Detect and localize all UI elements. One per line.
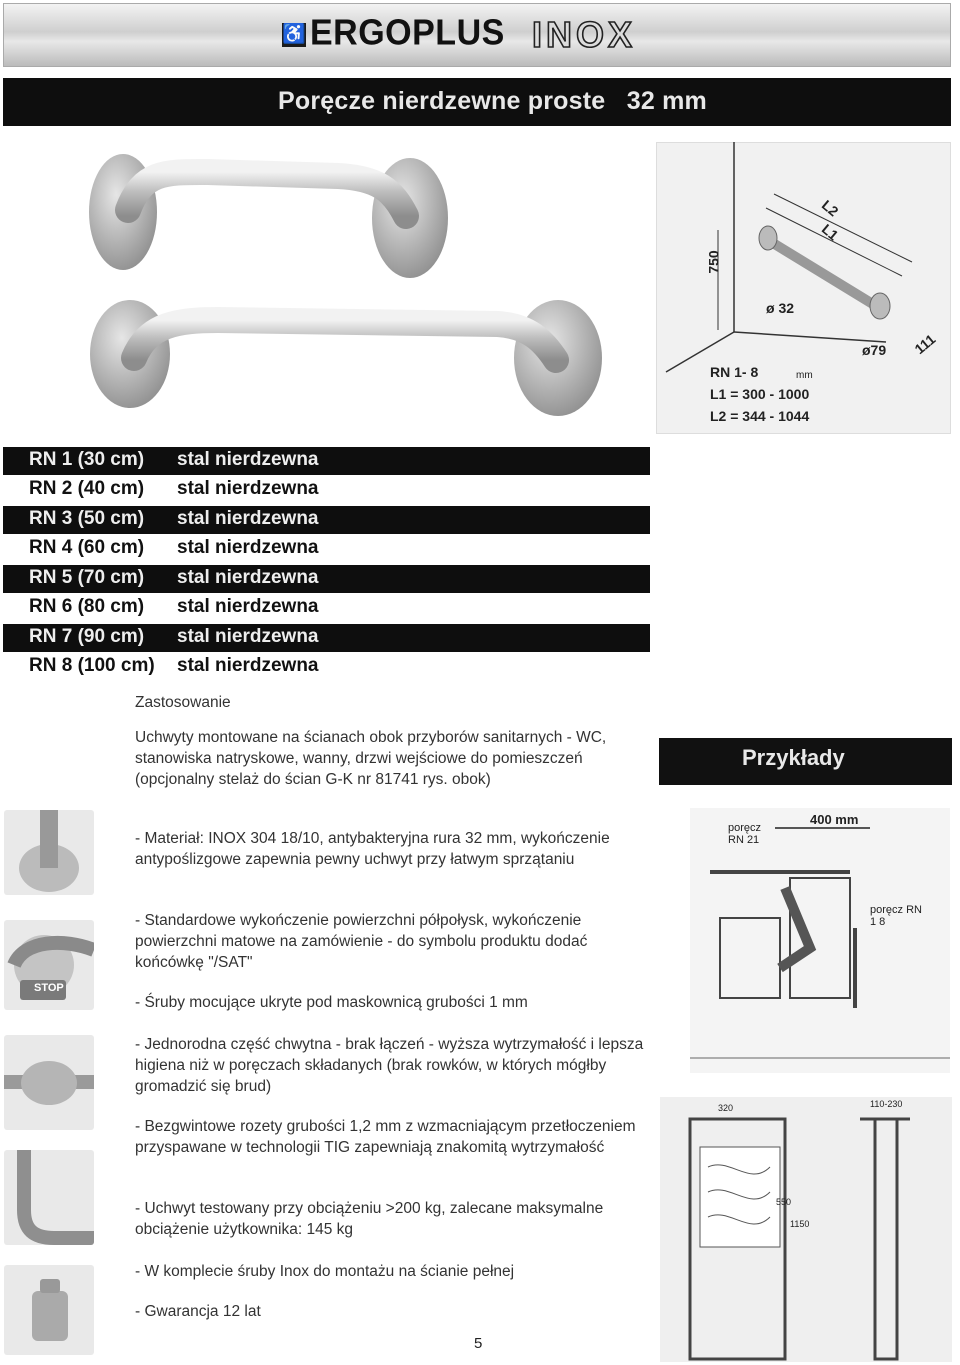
product-row bbox=[3, 624, 650, 652]
bullet-grip: - Jednorodna część chwytna - brak łączeń - wyższa wytrzymałość i lepsza higiena niż w poręczach składanych (brak rowków, w których mógłby gromadzić się brud) bbox=[135, 1036, 644, 1095]
rosette-thumb bbox=[4, 1150, 94, 1245]
range-code-label: RN 1- 8 bbox=[710, 364, 759, 380]
product-material: stal nierdzewna bbox=[177, 508, 319, 529]
product-code: RN 7 (90 cm) bbox=[29, 626, 145, 647]
brand-inox-logo: INOX bbox=[532, 14, 637, 55]
product-row bbox=[3, 447, 650, 475]
product-material: stal nierdzewna bbox=[177, 626, 319, 647]
bullet-screws-included: - W komplecie śruby Inox do montażu na ścianie pełnej bbox=[135, 1263, 515, 1280]
unit-label: mm bbox=[796, 370, 813, 381]
depth-label: 111 bbox=[911, 330, 939, 358]
product-code: RN 1 (30 cm) bbox=[29, 449, 145, 470]
l2-label: L2 bbox=[818, 196, 842, 220]
page-number: 5 bbox=[474, 1335, 483, 1352]
product-code: RN 3 (50 cm) bbox=[29, 508, 145, 529]
width-label: 400 mm bbox=[810, 812, 859, 827]
wheelchair-icon: ♿ bbox=[282, 24, 306, 45]
material-thumb bbox=[4, 810, 94, 895]
product-row bbox=[3, 653, 650, 681]
rn18-label: poręcz RN 1 8 bbox=[870, 904, 922, 928]
grip-thumb bbox=[4, 1035, 94, 1130]
examples-title: Przykłady bbox=[742, 745, 845, 770]
bullet-material: - Materiał: INOX 304 18/10, antybakteryjna rura 32 mm, wykończenie antypoślizgowe zapewnia pewny uchwyt przy łatwym sprzątaniu bbox=[135, 830, 610, 868]
product-material: stal nierdzewna bbox=[177, 478, 319, 499]
l2-range-label: L2 = 344 - 1044 bbox=[710, 408, 810, 424]
bullet-finish: - Standardowe wykończenie powierzchni półpołysk, wykończenie powierzchni matowe na zamówienie - do symbolu produktu dodać końcówkę "/SAT" bbox=[135, 912, 588, 971]
intro-paragraph: Uchwyty montowane na ścianach obok przyborów sanitarnych - WC, stanowiska natryskowe, wanny, drzwi wejściowe do pomieszczeń (opcjonalny stelaż do ścian G-K nr 81741 rys. obok) bbox=[135, 729, 607, 788]
product-code: RN 2 (40 cm) bbox=[29, 478, 145, 499]
product-code: RN 6 (80 cm) bbox=[29, 596, 145, 617]
frame-width-label: 320 bbox=[718, 1103, 734, 1113]
bullet-load: - Uchwyt testowany przy obciążeniu >200 kg, zalecane maksymalne obciążenie użytkownika: 145 kg bbox=[135, 1200, 604, 1238]
stop-label: STOP bbox=[34, 982, 64, 994]
product-row bbox=[3, 594, 650, 622]
frame-depth-label: 110-230 bbox=[870, 1099, 903, 1109]
page-title: Poręcze nierdzewne proste 32 mm bbox=[278, 87, 707, 115]
product-row bbox=[3, 476, 650, 504]
weight-thumb bbox=[4, 1265, 94, 1355]
diameter-label: ø 32 bbox=[766, 300, 795, 316]
dimension-drawing bbox=[656, 142, 951, 434]
product-material: stal nierdzewna bbox=[177, 449, 319, 470]
section-heading: Zastosowanie bbox=[135, 694, 231, 711]
product-row bbox=[3, 565, 650, 593]
height-label: 750 bbox=[705, 250, 722, 274]
product-code: RN 5 (70 cm) bbox=[29, 567, 145, 588]
frame-height-label-2: 1150 bbox=[790, 1219, 810, 1229]
rosette-label: ø79 bbox=[862, 342, 887, 358]
installation-drawing bbox=[690, 808, 950, 1073]
handle-photo-short bbox=[88, 150, 458, 290]
l1-label: L1 bbox=[818, 220, 842, 244]
product-material: stal nierdzewna bbox=[177, 537, 319, 558]
handle-photo-long bbox=[88, 296, 608, 420]
l1-range-label: L1 = 300 - 1000 bbox=[710, 386, 810, 402]
frame-height-label-1: 550 bbox=[776, 1197, 792, 1207]
product-material: stal nierdzewna bbox=[177, 596, 319, 617]
bullet-warranty: - Gwarancja 12 lat bbox=[135, 1303, 261, 1320]
product-material: stal nierdzewna bbox=[177, 655, 319, 676]
product-code: RN 8 (100 cm) bbox=[29, 655, 155, 676]
product-material: stal nierdzewna bbox=[177, 567, 319, 588]
product-row bbox=[3, 535, 650, 563]
product-row bbox=[3, 506, 650, 534]
mounting-frame-drawing bbox=[660, 1097, 952, 1362]
brand-logo: ERGOPLUS bbox=[310, 13, 505, 53]
antislip-thumb bbox=[4, 920, 94, 1010]
bullet-screws: - Śruby mocujące ukryte pod maskownicą grubości 1 mm bbox=[135, 994, 528, 1011]
rn21-label: poręcz RN 21 bbox=[728, 822, 762, 846]
bullet-rosettes: - Bezgwintowe rozety grubości 1,2 mm z wzmacniającym przetłoczeniem przyspawane w technologii TIG zapewniają znakomitą wytrzymałość bbox=[135, 1118, 636, 1156]
product-code: RN 4 (60 cm) bbox=[29, 537, 145, 558]
